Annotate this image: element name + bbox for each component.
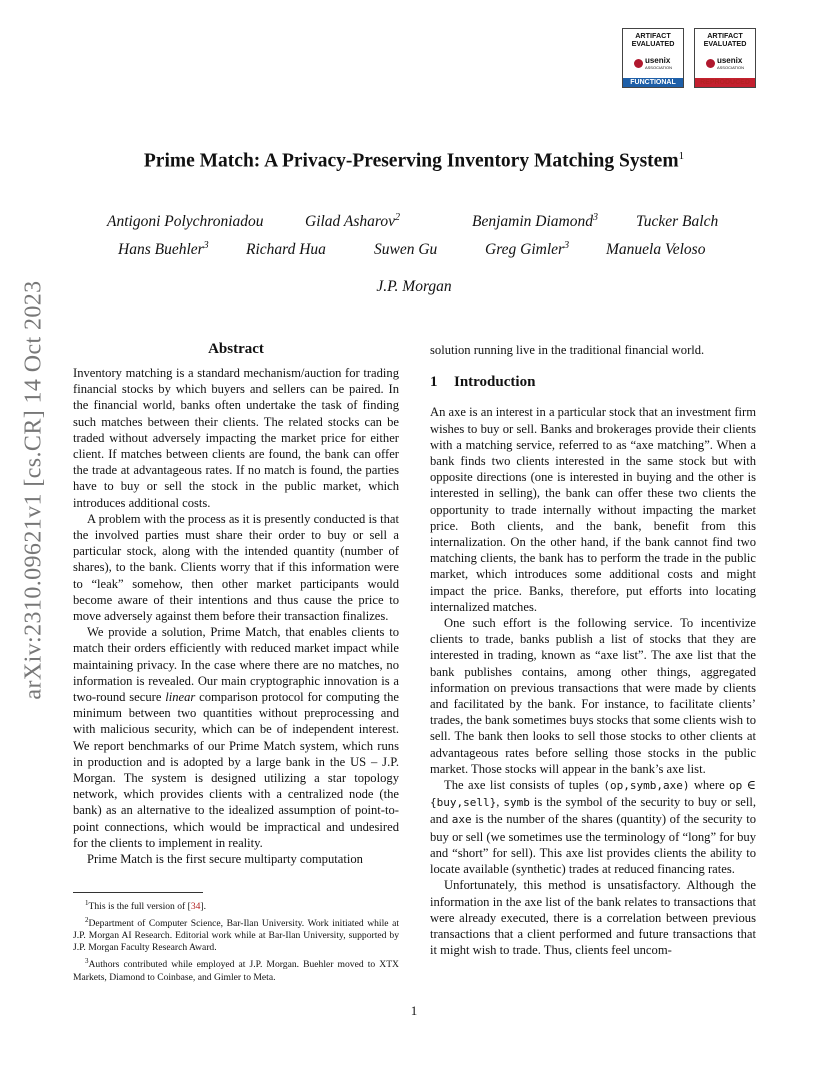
usenix-logo xyxy=(634,56,672,70)
abstract-paragraph: Prime Match is the first secure multiparty computation xyxy=(87,852,363,867)
abstract-paragraph: Inventory matching is a standard mechanism/auction for trading financial stocks by which buyers and sellers can be paired. In the financial world, banks often undertake the task of finding such matches between their clients. The related stocks can be traded without adversely impacting the market price for either client. If matches between clients are found, the bank can offer the trade at advantageous rates. If no match is found, the parties have to buy or sell the stock in the public market, which introduces additional costs. xyxy=(73,366,399,510)
footnote: $^3$Authors contributed while employed at J.P. Morgan. Buehler moved to XTX Markets, Diamond to Coinbase, and Gimler to Meta. xyxy=(73,957,399,983)
intro-paragraph: One such effort is the following service. To incentivize clients to trade, banks publish a list of stocks that they are interested in trading, known as “axe list”. The axe list that the bank publishes contains, among other things, aggregated information on previous transactions that were made by clients and facilitated by the bank. For instance, to facilitate clients’ trades, the bank sometimes buys stocks that some clients wish to sell. The bank then looks to sell those stocks to other clients at advantageous rates before selling those stocks in the public market. Those stocks will appear in the bank’s axe list. xyxy=(430,616,756,776)
usenix-logo xyxy=(706,56,744,70)
badge-org: usenix xyxy=(644,56,671,65)
intro-paragraph: Unfortunately, this method is unsatisfactory. Although the information in the axe list of the bank relates to transactions that were already executed, there is a correlation between previous transactions that a client performed and future transactions that it might wish to trade. Thus, clients feel uncom- xyxy=(430,878,756,958)
badge-org-sub: ASSOCIATION xyxy=(716,65,745,70)
section-heading-introduction: 1 Introduction xyxy=(430,374,536,391)
badge-org: usenix xyxy=(716,56,743,65)
badge-functional xyxy=(622,28,684,88)
badge-top-text: ARTIFACT EVALUATED xyxy=(703,31,747,48)
intro-paragraph: An axe is an interest in a particular stock that an investment firm wishes to buy or sell. Banks and brokerages provide their clients with a matching service, referred to as “axe matching”. When a bank finds two clients interested in the same stock but with opposite directions (one is interested in buying and the other is interested in selling), the bank can offer these two clients the opportunity to trade internally without impacting the market price. Both clients, and the bank, benefit from this internalization. On the other hand, if the bank cannot find two matching clients, the bank has to perform the trade in the public market, which introduces some additional costs and might impact the price. Banks, therefore, put efforts into locating internalized matches. xyxy=(430,405,756,614)
citation-link[interactable]: 34 xyxy=(190,901,201,913)
abstract-body xyxy=(73,365,399,867)
abstract-paragraph: We provide a solution, Prime Match, that enables clients to match their orders efficiently with reduced market impact while maintaining privacy. In the case where there are no matches, no information is revealed. Our main cryptographic innovation is a two-round secure linear comparison protocol for computing the minimum between two quantities without preprocessing and with malicious security, which can be of independent interest. We report benchmarks of our Prime Match system, which runs in production and is adopted by a large bank in the US – J.P. Morgan. The system is designed utilizing a star topology network, which provides clients with a centralized node (the bank) as an alternative to the idealized assumption of point-to-point connections, which would be impractical and undesired for the clients to implement in reality. xyxy=(73,625,399,850)
affiliation: J.P. Morgan xyxy=(376,278,452,295)
page-number: 1 xyxy=(410,1003,418,1018)
author: Richard Hua xyxy=(246,241,326,259)
usenix-dot-icon xyxy=(706,59,715,68)
artifact-badges xyxy=(622,28,756,88)
author: Gilad Asharov$^2$ xyxy=(305,212,400,231)
author: Manuela Veloso xyxy=(606,241,706,259)
badge-status: FUNCTIONAL xyxy=(623,78,683,87)
badge-org-sub: ASSOCIATION xyxy=(644,65,673,70)
paper-title xyxy=(0,150,828,173)
badge-top-text: ARTIFACT EVALUATED xyxy=(631,31,675,48)
abstract-paragraph: A problem with the process as it is presently conducted is that the involved parties must share their order to buy or sell a particular stock, along with the intended quantity (number of shares), to the bank. Clients worry that if this information were to “leak” somehow, then other market participants would become aware of their intentions and thus cause the price to move adversely against them before their transaction finalizes. xyxy=(73,511,399,624)
footnotes xyxy=(73,897,399,985)
right-column xyxy=(430,342,756,958)
author: Tucker Balch xyxy=(636,213,719,231)
author: Hans Buehler$^3$ xyxy=(118,240,209,259)
footnote-rule xyxy=(73,892,203,893)
title-footnote-mark: 1 xyxy=(678,150,685,162)
title-text: Prime Match: A Privacy-Preserving Inventory Matching System xyxy=(143,150,679,172)
abstract-continued: solution running live in the traditional financial world. xyxy=(430,343,705,357)
footnote: $^2$Department of Computer Science, Bar-Ilan University. Work initiated while at J.P. Morgan AI Research. Editorial work while at Bar-Ilan University, supported by J.P. Morgan Faculty Research Award. xyxy=(73,916,399,954)
author: Benjamin Diamond$^3$ xyxy=(472,212,598,231)
intro-paragraph: The axe list consists of tuples (op,symb,axe) where op ∈ {buy,sell}, symb is the symbol of the security to buy or sell, and axe is the number of the shares (quantity) of the security to buy or sell (we sometimes use the terminology of “long” for buy and “short” for sell). This axe list provides clients the ability to locate available (synthetic) trades at reduced financing rates. xyxy=(430,778,756,877)
badge-status: REPRODUCED xyxy=(695,78,755,87)
author: Greg Gimler$^3$ xyxy=(485,240,570,259)
arxiv-id: arXiv:2310.09621v1 [cs.CR] 14 Oct 2023 xyxy=(20,280,47,700)
usenix-dot-icon xyxy=(634,59,643,68)
badge-reproduced xyxy=(694,28,756,88)
footnote: $^1$This is the full version of [34]. xyxy=(85,899,207,913)
author: Antigoni Polychroniadou xyxy=(107,213,264,231)
author: Suwen Gu xyxy=(374,241,438,259)
abstract-heading: Abstract xyxy=(208,341,264,357)
